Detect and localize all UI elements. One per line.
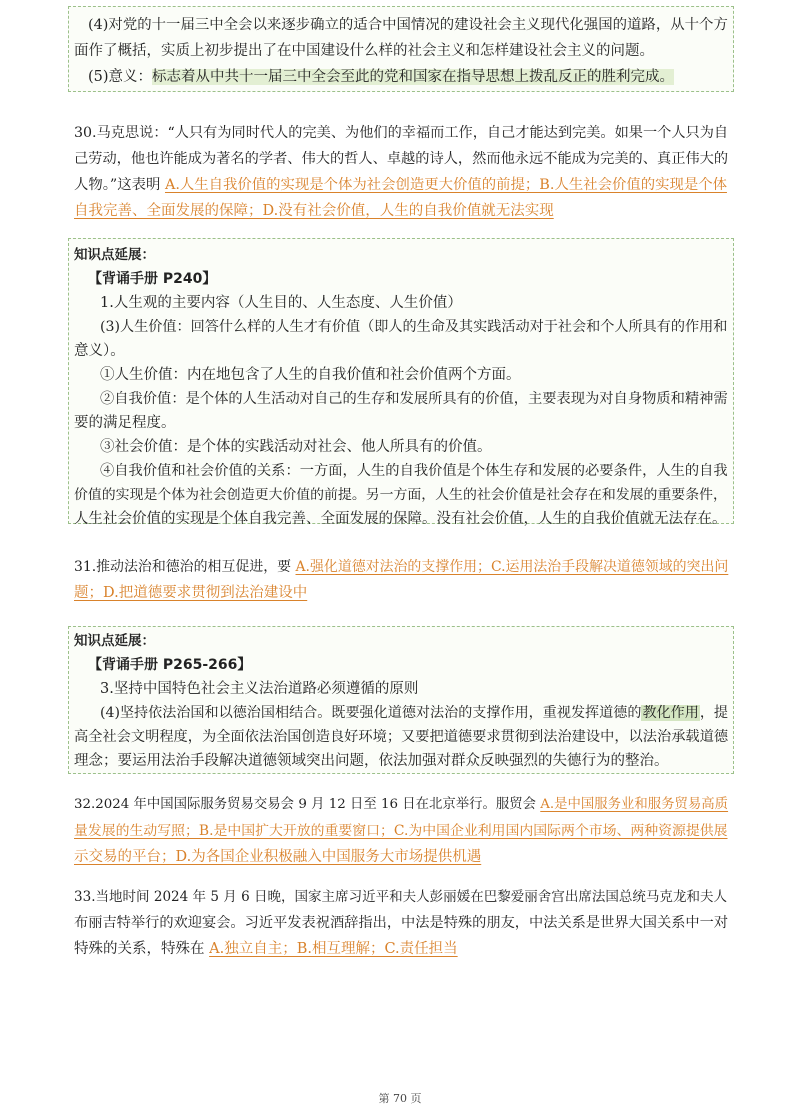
page-number: 第 70 页 xyxy=(378,1092,422,1105)
box1-line-2: 面作了概括，实质上初步提出了在中国建设什么样的社会主义和怎样建设社会主义的问题。 xyxy=(74,43,654,59)
k2-line-3: 高全社会文明程度，为全面依法治国创造良好环境；又要把道德要求贯彻到法治建设中，以法治承载道德 xyxy=(74,729,729,745)
q31-answer-part-1: A.强化道德对法治的支撑作用；C.运用法治手段解决道德领域的突出问 xyxy=(295,559,729,575)
q32-line-1 xyxy=(74,794,728,816)
k2-line-2-post: ，提 xyxy=(699,705,728,721)
q32-answer-part-3: 示交易的平台；D.为各国企业积极融入中国服务大市场提供机遇 xyxy=(74,849,482,865)
q31-stem: 31.推动法治和德治的相互促进，要 xyxy=(74,559,292,575)
q33-answer: A.独立自主；B.相互理解；C.责任担当 xyxy=(209,941,458,957)
k1-line-4: ①人生价值：内在地包含了人生的自我价值和社会价值两个方面。 xyxy=(100,367,521,383)
k1-line-8: ④自我价值和社会价值的关系：一方面，人生的自我价值是个体生存和发展的必要条件，人生的自我 xyxy=(100,463,728,479)
q31-line-1 xyxy=(74,556,728,578)
box1-line-3-label: (5)意义： xyxy=(88,69,153,85)
q30-line-1: 30.马克思说：“人只有为同时代人的完美、为他们的幸福而工作，自己才能达到完美。如果一个人只为自 xyxy=(74,125,729,141)
k2-title: 知识点延展： xyxy=(74,633,155,649)
k1-line-5: ②自我价值：是个体的人生活动对自己的生存和发展所具有的价值，主要表现为对自身物质和精神需 xyxy=(100,391,728,407)
box1-line-3 xyxy=(88,66,674,88)
k2-line-1: 3.坚持中国特色社会主义法治道路必须遵循的原则 xyxy=(100,681,419,697)
q33-stem-end: 特殊的关系，特殊在 xyxy=(74,941,205,957)
q33-line-2: 布丽吉特举行的欢迎宴会。习近平发表祝酒辞指出，中法是特殊的朋友，中法关系是世界大国关系中一对 xyxy=(74,915,729,931)
k1-line-2: (3)人生价值：回答什么样的人生才有价值（即人的生命及其实践活动对于社会和个人所具有的作用和 xyxy=(100,319,728,335)
k2-line-2 xyxy=(100,702,728,724)
k1-book-ref: 【背诵手册 P240】 xyxy=(88,271,217,287)
q32-stem: 32.2024 年中国国际服务贸易交易会 9 月 12 日至 16 日在北京举行。服贸会 xyxy=(74,797,536,812)
q30-line-3 xyxy=(74,174,727,196)
q33-line-3 xyxy=(74,938,458,960)
k1-title: 知识点延展： xyxy=(74,247,155,263)
k1-line-1: 1.人生观的主要内容（人生目的、人生态度、人生价值） xyxy=(100,295,462,311)
box1-highlight: 标志着从中共十一届三中全会至此的党和国家在指导思想上拨乱反正的胜利完成。 xyxy=(152,69,675,85)
q33-line-1: 33.当地时间 2024 年 5 月 6 日晚，国家主席习近平和夫人彭丽媛在巴黎爱丽舍宫出席法国总统马克龙和夫人 xyxy=(74,889,728,905)
q32-answer-part-1: A.是中国服务业和服务贸易高质 xyxy=(540,797,729,812)
k1-line-9: 价值的实现是个体为社会创造更大价值的前提。另一方面，人生的社会价值是社会存在和发展的重要条件， xyxy=(74,487,727,503)
k2-line-4: 理念；要运用法治手段解决道德领域突出问题，依法加强对群众反映强烈的失德行为的整治。 xyxy=(74,753,669,769)
k2-line-2-pre: (4)坚持依法治国和以德治国相结合。既要强化道德对法治的支撑作用，重视发挥道德的 xyxy=(100,705,642,721)
q31-answer-part-2: 题；D.把道德要求贯彻到法治建设中 xyxy=(74,585,308,601)
k2-highlight: 教化作用 xyxy=(642,705,699,721)
k2-book-ref: 【背诵手册 P265-266】 xyxy=(88,657,252,673)
k1-line-7: ③社会价值：是个体的实践活动对社会、他人所具有的价值。 xyxy=(100,439,492,455)
q30-stem-end: 人物。”这表明 xyxy=(74,177,161,193)
box1-line-1: (4)对党的十一届三中全会以来逐步确立的适合中国情况的建设社会主义现代化强国的道路，从十个方 xyxy=(88,17,728,33)
q32-answer-part-2: 量发展的生动写照；B.是中国扩大开放的重要窗口；C.为中国企业利用国内国际两个市场、两种资源提供展 xyxy=(74,823,728,839)
k1-line-10: 人生社会价值的实现是个体自我完善、全面发展的保障。没有社会价值，人生的自我价值就无法存在。 xyxy=(74,511,727,527)
k1-line-3: 意义）。 xyxy=(74,343,125,359)
k1-line-6: 要的满足程度。 xyxy=(74,415,176,431)
q30-answer-part-1: A.人生自我价值的实现是个体为社会创造更大价值的前提；B.人生社会价值的实现是个体 xyxy=(164,177,727,193)
q30-line-2: 己劳动，他也许能成为著名的学者、伟大的哲人、卓越的诗人，然而他永远不能成为完美的、真正伟大的 xyxy=(74,151,729,167)
q30-answer-part-2: 自我完善、全面发展的保障；D.没有社会价值，人生的自我价值就无法实现 xyxy=(74,203,554,219)
